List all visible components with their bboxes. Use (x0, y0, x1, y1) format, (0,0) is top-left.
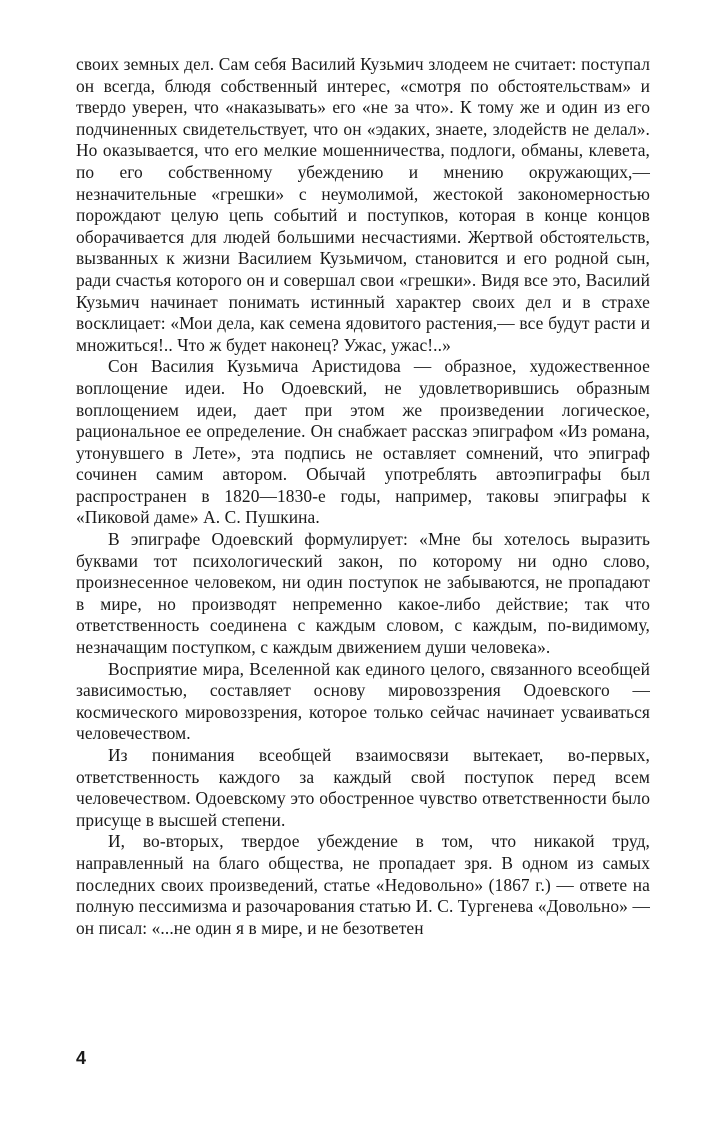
paragraph-1: своих земных дел. Сам себя Василий Кузьмич злодеем не считает: поступал он всегда, блюдя собственный интерес, «смотря по обстоятельствам» и твердо уверен, что «наказывать» его «не за что». К тому же и один из его подчиненных свидетельствует, что он «эдаких, знаете, злодейств не делал». Но оказывается, что его мелкие мошенничества, подлоги, обманы, клевета, по его собственному убеждению и мнению окружающих,— незначительные «грешки» с неумолимой, жестокой закономерностью порождают целую цепь событий и поступков, которая в конце концов оборачивается для людей большими несчастиями. Жертвой обстоятельств, вызванных к жизни Василием Кузьмичом, становится и его родной сын, ради счастья которого он и совершал свои «грешки». Видя все это, Василий Кузьмич начинает понимать истинный характер своих дел и в страхе восклицает: «Мои дела, как семена ядовитого растения,— все будут расти и множиться!.. Что ж будет наконец? Ужас, ужас!..» (76, 54, 650, 355)
page-number: 4 (76, 1048, 87, 1068)
page-body (76, 54, 650, 939)
paragraph-4: Восприятие мира, Вселенной как единого целого, связанного всеобщей зависимостью, составляет основу мировоззрения Одоевского — космического мировоззрения, которое только сейчас начинает усваиваться человечеством. (76, 658, 650, 744)
paragraph-6: И, во-вторых, твердое убеждение в том, что никакой труд, направленный на благо общества, не пропадает зря. В одном из самых последних своих произведений, статье «Недовольно» (1867 г.) — ответе на полную пессимизма и разочарования статью И. С. Тургенева «Довольно» — он писал: «...не один я в мире, и не безответен (76, 831, 650, 938)
paragraph-5: Из понимания всеобщей взаимосвязи вытекает, во-первых, ответственность каждого за каждый свой поступок перед всем человечеством. Одоевскому это обостренное чувство ответственности было присуще в высшей степени. (76, 745, 650, 830)
paragraph-3: В эпиграфе Одоевский формулирует: «Мне бы хотелось выразить буквами тот психологический закон, по которому ни одно слово, произнесенное человеком, ни один поступок не забываются, не пропадают в мире, но производят непременно какое-либо действие; так что ответственность соединена с каждым словом, с каждым, по-видимому, незначащим поступком, с каждым движением души человека». (76, 529, 650, 658)
paragraph-2: Сон Василия Кузьмича Аристидова — образное, художественное воплощение идеи. Но Одоевский, не удовлетворившись образным воплощением идеи, дает при этом же произведении логическое, рациональное ее определение. Он снабжает рассказ эпиграфом «Из романа, утонувшего в Лете», эта подпись не оставляет сомнений, что эпиграф сочинен самим автором. Обычай употреблять автоэпиграфы был распространен в 1820—1830-е годы, например, таковы эпиграфы к «Пиковой даме» А. С. Пушкина. (76, 356, 650, 528)
